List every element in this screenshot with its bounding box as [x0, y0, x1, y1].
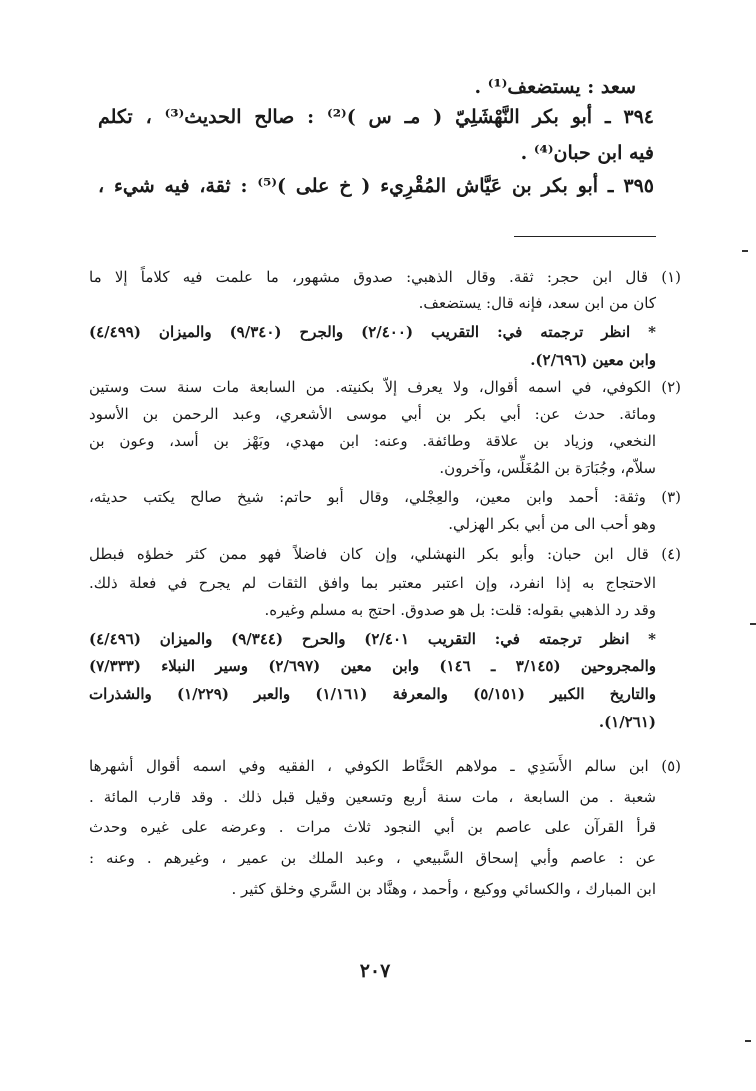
footnote-line: (١) قال ابن حجر: ثقة. وقال الذهبي: صدوق مشهور، ما علمت فيه كلاماً إلا ما: [89, 268, 681, 286]
footnote-line: النخعي، وزياد بن علاقة وطائفة. وعنه: ابن مهدي، وبَهْز بن أسد، وعون بن: [89, 432, 656, 450]
page-number: ٢٠٧: [359, 960, 391, 982]
footnote-line: (٢) الكوفي، في اسمه أقوال، ولا يعرف إلاّ بكنيته. من السابعة مات سنة ست وستين: [89, 378, 681, 396]
footnote-line: والتاريخ الكبير (٥/١٥١) والمعرفة (١/١٦١) والعبر (١/٢٢٩) والشذرات: [89, 685, 656, 703]
entry-394-continuation: فيه ابن حبان⁽⁴⁾ .: [520, 142, 654, 164]
scan-mark: [750, 623, 756, 625]
scan-mark: [742, 250, 748, 252]
entry-394-heading: ٣٩٤ ـ أبو بكر النَّهْشَلِيّ ( مـ س )⁽²⁾ : صالح الحديث⁽³⁾ ، تكلم: [98, 106, 654, 128]
main-line-continuation: سعد : يستضعف⁽¹⁾ .: [474, 76, 636, 98]
footnote-line: عن : عاصم وأبي إسحاق السَّبيعي ، وعبد الملك بن عمير ، وغيرهم . وعنه :: [89, 849, 656, 867]
footnote-line: شعبة . من السابعة ، مات سنة أربع وتسعين وقيل قبل ذلك . وقد قارب المائة .: [89, 788, 656, 806]
footnote-line: كان من ابن سعد، فإنه قال: يستضعف.: [418, 294, 656, 312]
footnote-line: (٤) قال ابن حبان: وأبو بكر النهشلي، وإن كان فاضلاً فهو ممن كثر خطؤه فبطل: [89, 545, 681, 563]
footnote-line: * انظر ترجمته في: التقريب ٢/٤٠١) والحرح (٩/٣٤٤) والميزان (٤/٤٩٦): [89, 630, 657, 648]
footnote-line: (١/٢٦١).: [598, 713, 656, 731]
footnote-separator: [514, 236, 656, 237]
footnote-line: ابن المبارك ، والكسائي ووكيع ، وأحمد ، وهنَّاد بن السَّري وخلق كثير .: [231, 880, 656, 898]
footnote-line: * انظر ترجمته في: التقريب (٢/٤٠٠) والجرح (٩/٣٤٠) والميزان (٤/٤٩٩): [89, 323, 657, 341]
footnote-line: الاحتجاج به إذا انفرد، وإن اعتبر معتبر بما وافق الثقات لم يجرح في فعلة ذلك.: [89, 574, 656, 592]
scan-mark: [745, 1040, 751, 1042]
entry-395-heading: ٣٩٥ ـ أبو بكر بن عَيَّاش المُقْرِيء ( خ على )⁽⁵⁾ : ثقة، فيه شيء ،: [98, 175, 654, 197]
footnote-line: وقد رد الذهبي بقوله: قلت: بل هو صدوق. احتج به مسلم وغيره.: [264, 601, 656, 619]
footnote-line: وهو أحب الى من أبي بكر الهزلي.: [448, 515, 656, 533]
footnote-line: (٣) وثقة: أحمد وابن معين، والعِجْلي، وقال أبو حاتم: شيخ صالح يكتب حديثه،: [89, 488, 681, 506]
footnote-line: ومائة. حدث عن: أبي بكر بن أبي موسى الأشعري، وعبد الرحمن بن الأسود: [89, 405, 656, 423]
footnote-line: (٥) ابن سالم الأَسَدِي ـ مولاهم الحَنَّاط الكوفي ، الفقيه وفي اسمه أقوال أشهرها: [89, 757, 681, 775]
footnote-line: وابن معين (٢/٦٩٦).: [530, 351, 656, 369]
footnote-line: سلاّم، وجُبَارَة بن المُغَلِّس، وآخرون.: [439, 459, 656, 477]
footnote-line: والمجروحين (٣/١٤٥ ـ ١٤٦) وابن معين (٢/٦٩٧) وسير النبلاء (٧/٣٣٣): [89, 657, 656, 675]
footnote-line: قرأ القرآن على عاصم بن أبي النجود ثلاث مرات . وعرضه على غيره وحدث: [89, 818, 656, 836]
